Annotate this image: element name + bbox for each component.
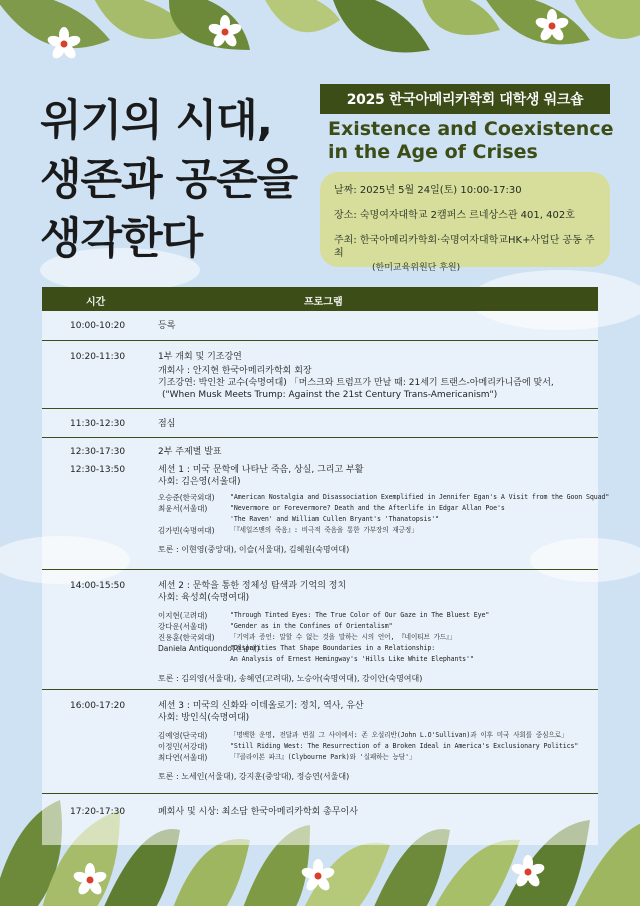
table-row-part2: [42, 438, 610, 570]
presenter: Daniela Antiquondo(전남대): [158, 644, 260, 653]
event-badge: 2025 한국아메리카학회 대학생 워크숍: [320, 84, 610, 114]
row-program: [158, 580, 590, 685]
talk-item: [158, 621, 590, 632]
presenter: 이지현(고려대): [158, 611, 208, 620]
host-text: 주최: 한국아메리카학회·숙명여자대학교HK+사업단 공동 주최: [334, 235, 595, 259]
session2-discussants: 토론 : 김의영(서울대), 송혜연(고려대), 노승아(숙명여대), 강이안(숙명여대): [158, 674, 423, 683]
talk-title: 「『세일즈맨의 죽음』: 비극적 죽음을 통한 가부장의 재긍정」: [230, 526, 418, 534]
talk-item: [158, 654, 590, 665]
row-time: 10:00-10:20: [70, 321, 126, 331]
session2-chair: 사회: 육성희(숙명여대): [158, 593, 250, 603]
row-program: 점심: [158, 419, 176, 429]
session1-chair: 사회: 김은영(서울대): [158, 477, 241, 487]
main-title-korean: 위기의 시대, 생존과 공존을 생각한다: [40, 96, 298, 264]
opening-remarks: 개회사 : 안지현 한국아메리카학회 회장: [158, 366, 312, 376]
row-program: [158, 700, 590, 783]
talk-title: "Still Riding West: The Resurrection of a Broken Ideal in America's Exclusionary Politics": [230, 742, 579, 750]
presenter: 최다연(서울대): [158, 753, 208, 762]
row-program: [158, 446, 610, 556]
presenter: 오승준(한국외대): [158, 493, 215, 502]
row-time: [70, 446, 150, 476]
row-time: 10:20-11:30: [70, 352, 126, 362]
session1-talks: [158, 492, 610, 536]
talk-item: [158, 610, 590, 621]
presenter: 이정민(서강대): [158, 742, 208, 751]
presenter: 강다운(서울대): [158, 622, 208, 631]
presenter: 최윤서(서울대): [158, 504, 208, 513]
table-row-closing: [42, 794, 598, 830]
keynote-english: ("When Musk Meets Trump: Against the 21st Century Trans-Americanism"): [162, 390, 498, 400]
talk-title: 「명백한 운명, 전달과 변질 그 사이에서: 존 오설리반(John L.O'Sullivan)과 이후 미국 사회를 중심으로」: [230, 731, 568, 739]
keynote: 기조강연: 박인찬 교수(숙명여대) 「머스크와 트럼프가 만날 때: 21세기 트랜스-아메리카니즘에 맞서,: [158, 378, 554, 388]
talk-title: 「기억과 증언: 말할 수 없는 것을 말하는 시의 언어, 『네이티브 가드』」: [230, 633, 456, 641]
talk-item: [158, 643, 590, 654]
session3-talks: [158, 730, 590, 763]
row-time: 14:00-15:50: [70, 581, 126, 591]
talk-item: [158, 752, 590, 763]
event-date: 날짜: 2025년 5월 24일(토) 10:00-17:30: [334, 185, 522, 196]
table-row-session2: [42, 570, 598, 690]
row-program: [158, 351, 590, 401]
talk-item: [158, 503, 590, 514]
presenter: [158, 654, 230, 665]
table-row-lunch: [42, 409, 598, 438]
session3-title: 세션 3 : 미국의 신화와 이데올로기: 정치, 역사, 유산: [158, 701, 364, 711]
talk-title: "Disparities That Shape Boundaries in a Relationship:: [230, 644, 436, 652]
sponsor-text: (한미교육위원단 후원): [372, 263, 461, 273]
header-program: 프로그램: [304, 297, 343, 308]
event-info-box: [320, 172, 610, 273]
talk-title: "American Nostalgia and Disassociation Exemplified in Jennifer Egan's A Visit from the Goon Squad": [230, 493, 610, 501]
talk-title: 「『클라이본 파크』(Clybourne Park)와 '실패하는 능담'」: [230, 753, 416, 761]
talk-item: [158, 741, 590, 752]
event-place: 장소: 숙명여자대학교 2캠퍼스 르네상스관 401, 402호: [334, 210, 575, 221]
row-program: 폐회사 및 시상: 최소담 한국아메리카학회 총무이사: [158, 807, 358, 817]
row-program: 등록: [158, 321, 176, 331]
table-header: [42, 287, 598, 311]
table-row-registration: [42, 311, 598, 341]
presenter: [158, 514, 230, 525]
talk-item: [158, 492, 610, 503]
title-english: Existence and Coexistence in the Age of Crises: [328, 118, 614, 163]
talk-item: [158, 632, 590, 643]
session1-discussants: 토론 : 이현영(중앙대), 이슬(서울대), 김혜원(숙명여대): [158, 545, 350, 554]
row-time: 17:20-17:30: [70, 807, 126, 817]
table-row-session3: [42, 690, 598, 794]
part2-time: 12:30-17:30: [70, 447, 126, 457]
talk-title: 'The Raven' and William Cullen Bryant's 'Thanatopsis'": [230, 515, 439, 523]
session3-chair: 사회: 방인식(숙명여대): [158, 713, 250, 723]
talk-title: "Through Tinted Eyes: The True Color of Our Gaze in The Bluest Eye": [230, 611, 490, 619]
session2-title: 세션 2 : 문학을 통한 정체성 탐색과 기억의 정치: [158, 581, 347, 591]
table-row-part1: [42, 341, 598, 409]
talk-item: [158, 514, 590, 525]
session2-talks: [158, 610, 590, 665]
presenter: 진용훈(한국외대): [158, 633, 215, 642]
talk-title: "Nevermore or Forevermore? Death and the Afterlife in Edgar Allan Poe's: [230, 504, 505, 512]
session1-time: 12:30-13:50: [70, 465, 126, 475]
session3-discussants: 토론 : 노세인(서울대), 강지훈(중앙대), 정승연(서울대): [158, 772, 350, 781]
talk-title: "Gender as in the Confines of Orientalism": [230, 622, 393, 630]
program-table: [42, 287, 610, 830]
talk-item: [158, 525, 590, 536]
row-time: 11:30-12:30: [70, 419, 126, 429]
talk-title: An Analysis of Ernest Hemingway's 'Hills Like White Elephants'": [230, 655, 474, 663]
presenter: 김예영(단국대): [158, 731, 208, 740]
row-time: 16:00-17:20: [70, 701, 126, 711]
part1-title: 1부 개회 및 기조강연: [158, 352, 242, 362]
presenter: 김가빈(숙명여대): [158, 526, 215, 535]
talk-item: [158, 730, 590, 741]
session1-title: 세션 1 : 미국 문학에 나타난 죽음, 상실, 그리고 부활: [158, 465, 364, 475]
header-time: 시간: [86, 297, 106, 308]
part2-title: 2부 주제별 발표: [158, 447, 222, 457]
event-host: [334, 234, 600, 275]
